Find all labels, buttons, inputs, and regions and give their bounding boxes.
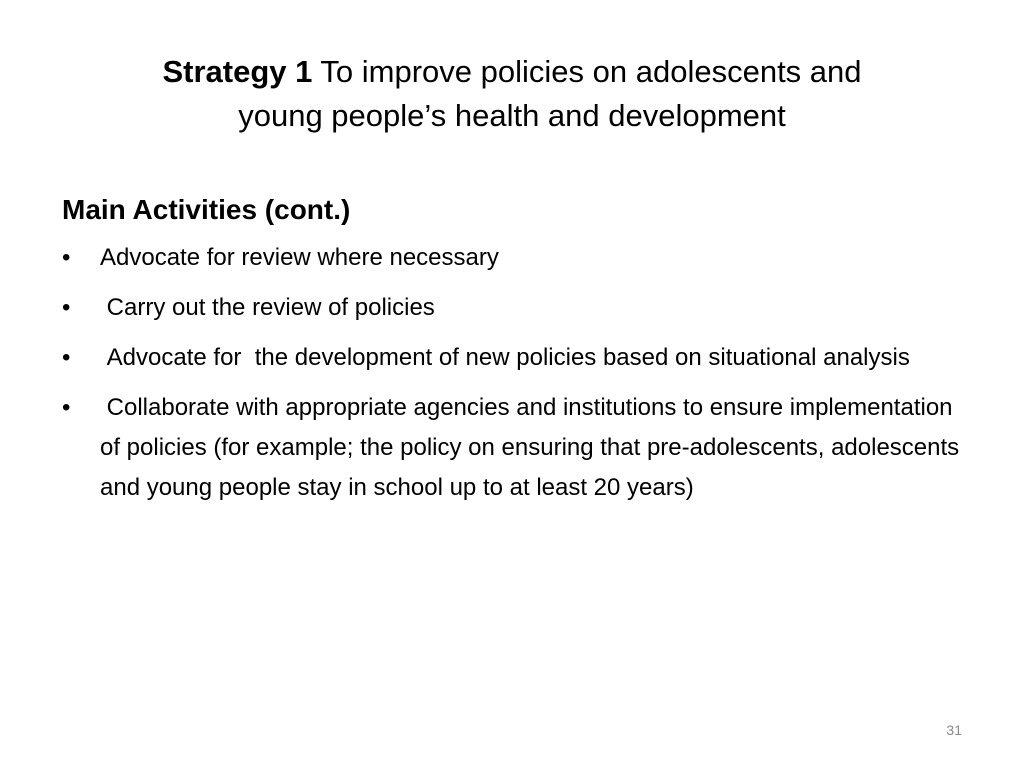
- bullet-item: [62, 388, 966, 508]
- bullet-item: [62, 338, 962, 378]
- slide-body: [62, 188, 966, 518]
- bullet-text: Advocate for the development of new policies based on situational analysis: [100, 344, 910, 371]
- bullet-text: Collaborate with appropriate agencies and institutions to ensure implementation of policies (for example; the policy on ensuring that pre-adolescents, adolescents and young people stay in school up to at least 20 years): [100, 394, 966, 501]
- title-text-line-2: young people’s health and development: [238, 98, 786, 133]
- bullet-item: [62, 238, 962, 278]
- bullet-text: Carry out the review of policies: [100, 294, 435, 321]
- bullet-icon: •: [62, 344, 71, 371]
- section-heading: Main Activities (cont.): [62, 194, 351, 225]
- bullet-text: Advocate for review where necessary: [100, 244, 499, 271]
- title-text-line-1: To improve policies on adolescents and: [312, 54, 862, 89]
- bullet-item: [62, 288, 962, 328]
- slide-number: 31: [946, 722, 962, 738]
- bullet-list: [62, 238, 966, 508]
- bullet-icon: •: [62, 394, 71, 421]
- title-strategy-label: Strategy 1: [162, 54, 313, 89]
- bullet-icon: •: [62, 244, 71, 271]
- slide-title: [60, 50, 964, 138]
- bullet-icon: •: [62, 294, 71, 321]
